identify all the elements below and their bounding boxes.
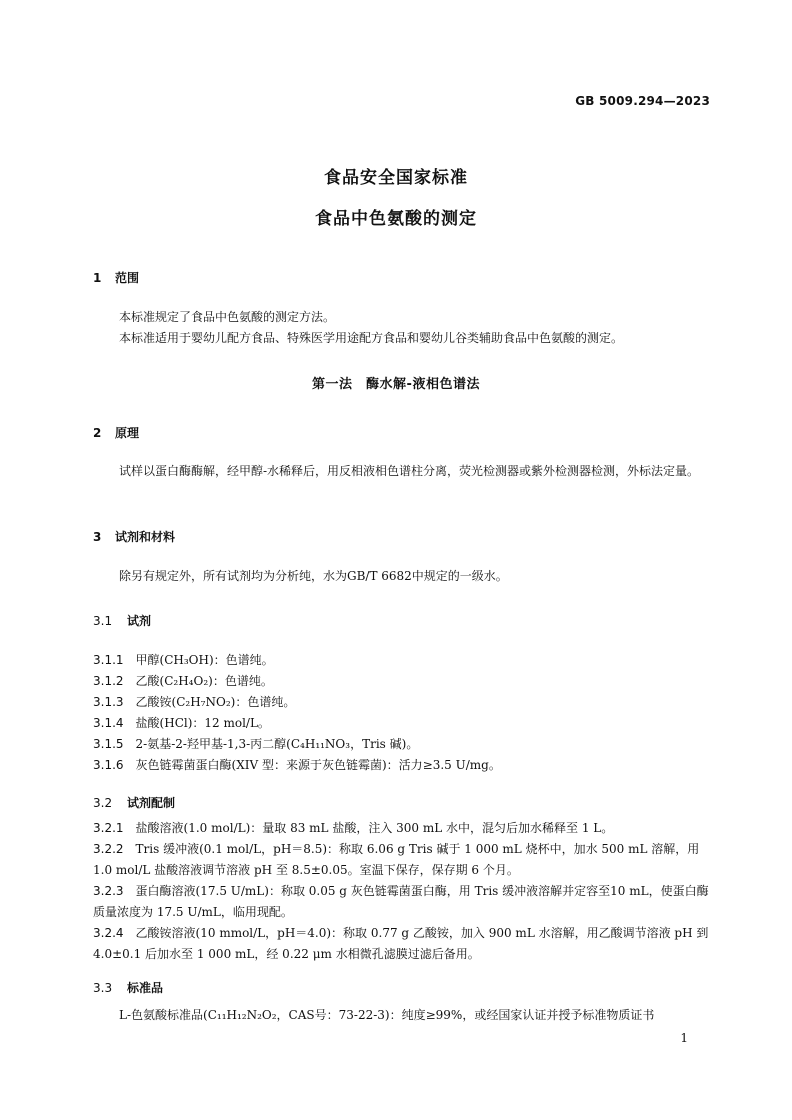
section-heading-scope (93, 269, 139, 286)
paragraph: L-色氨酸标准品(C₁₁H₁₂N₂O₂，CAS号：73-22-3)：纯度≥99%，或经国家认证并授予标准物质证书 (119, 1008, 655, 1022)
subsection-number: 3.1 (93, 614, 113, 628)
item-text: 灰色链霉菌蛋白酶(XIV 型：来源于灰色链霉菌)：活力≥3.5 U/mg。 (135, 758, 501, 772)
list-item (93, 923, 713, 965)
item-text: 盐酸(HCl)：12 mol/L。 (135, 716, 270, 730)
item-text: 盐酸溶液(1.0 mol/L)：量取 83 mL 盐酸，注入 300 mL 水中，混匀后加水稀释至 1 L。 (135, 821, 614, 835)
list-item (93, 734, 713, 755)
list-item (93, 881, 713, 923)
item-number: 3.2.1 (93, 821, 124, 835)
section-number: 3 (93, 530, 102, 544)
item-number: 3.1.3 (93, 695, 124, 709)
subsection-heading-standards (93, 979, 163, 996)
document-title-line1: 食品安全国家标准 (324, 168, 468, 188)
item-text: 乙酸铵(C₂H₇NO₂)：色谱纯。 (135, 695, 296, 709)
list-item (93, 713, 713, 734)
item-number: 3.1.4 (93, 716, 124, 730)
section-number: 1 (93, 271, 102, 285)
subsection-title: 试剂 (127, 614, 152, 628)
paragraph: 试样以蛋白酶酶解，经甲醇-水稀释后，用反相液相色谱柱分离，荧光检测器或紫外检测器检测，外标法定量。 (119, 464, 700, 478)
item-number: 3.2.4 (93, 926, 124, 940)
item-number: 3.2.2 (93, 842, 124, 856)
paragraph: 除另有规定外，所有试剂均为分析纯，水为GB/T 6682中规定的一级水。 (119, 569, 508, 583)
item-text: 2-氨基-2-羟甲基-1,3-丙二醇(C₄H₁₁NO₃，Tris 碱)。 (135, 737, 419, 751)
paragraph: 本标准适用于婴幼儿配方食品、特殊医学用途配方食品和婴幼儿谷类辅助食品中色氨酸的测定。 (119, 331, 624, 345)
section-heading-reagents (93, 528, 175, 545)
list-item (93, 671, 713, 692)
item-text: 乙酸铵溶液(10 mmol/L，pH＝4.0)：称取 0.77 g 乙酸铵，加入 900 mL 水溶解，用乙酸调节溶液 pH 到 4.0±0.1 后加水至 1 000 mL，经 0.22 μm 水相微孔滤膜过滤后备用。 (93, 926, 709, 961)
item-text: 乙酸(C₂H₄O₂)：色谱纯。 (135, 674, 273, 688)
list-item (93, 692, 713, 713)
list-item (93, 755, 713, 776)
item-number: 3.1.5 (93, 737, 124, 751)
item-text: 甲醇(CH₃OH)：色谱纯。 (135, 653, 274, 667)
section-title: 试剂和材料 (115, 530, 176, 544)
subsection-number: 3.2 (93, 796, 113, 810)
standard-number: GB 5009.294—2023 (575, 94, 710, 108)
item-number: 3.1.6 (93, 758, 124, 772)
item-text: Tris 缓冲液(0.1 mol/L，pH＝8.5)：称取 6.06 g Tris 碱于 1 000 mL 烧杯中，加水 500 mL 溶解，用 1.0 mol/L 盐酸溶液调节溶液 pH 至 8.5±0.05。室温下保存，保存期 6 个月。 (93, 842, 700, 877)
section-number: 2 (93, 426, 102, 440)
paragraph: 本标准规定了食品中色氨酸的测定方法。 (119, 310, 336, 324)
list-item (93, 839, 713, 881)
subsection-heading-reagents (93, 612, 151, 629)
section-title: 范围 (115, 271, 140, 285)
document-title-line2: 食品中色氨酸的测定 (315, 209, 477, 229)
item-text: 蛋白酶溶液(17.5 U/mL)：称取 0.05 g 灰色链霉菌蛋白酶，用 Tris 缓冲液溶解并定容至10 mL，使蛋白酶质量浓度为 17.5 U/mL，临用现配。 (93, 884, 709, 919)
list-item (93, 818, 713, 839)
subsection-title: 试剂配制 (127, 796, 176, 810)
list-item (93, 650, 713, 671)
subsection-number: 3.3 (93, 981, 113, 995)
subsection-title: 标准品 (127, 981, 164, 995)
method-heading: 第一法 酶水解-液相色谱法 (312, 377, 480, 392)
section-title: 原理 (115, 426, 140, 440)
subsection-heading-preparation (93, 794, 175, 811)
item-number: 3.1.2 (93, 674, 124, 688)
page-number: 1 (680, 1031, 688, 1045)
section-heading-principle (93, 424, 139, 441)
item-number: 3.1.1 (93, 653, 124, 667)
item-number: 3.2.3 (93, 884, 124, 898)
